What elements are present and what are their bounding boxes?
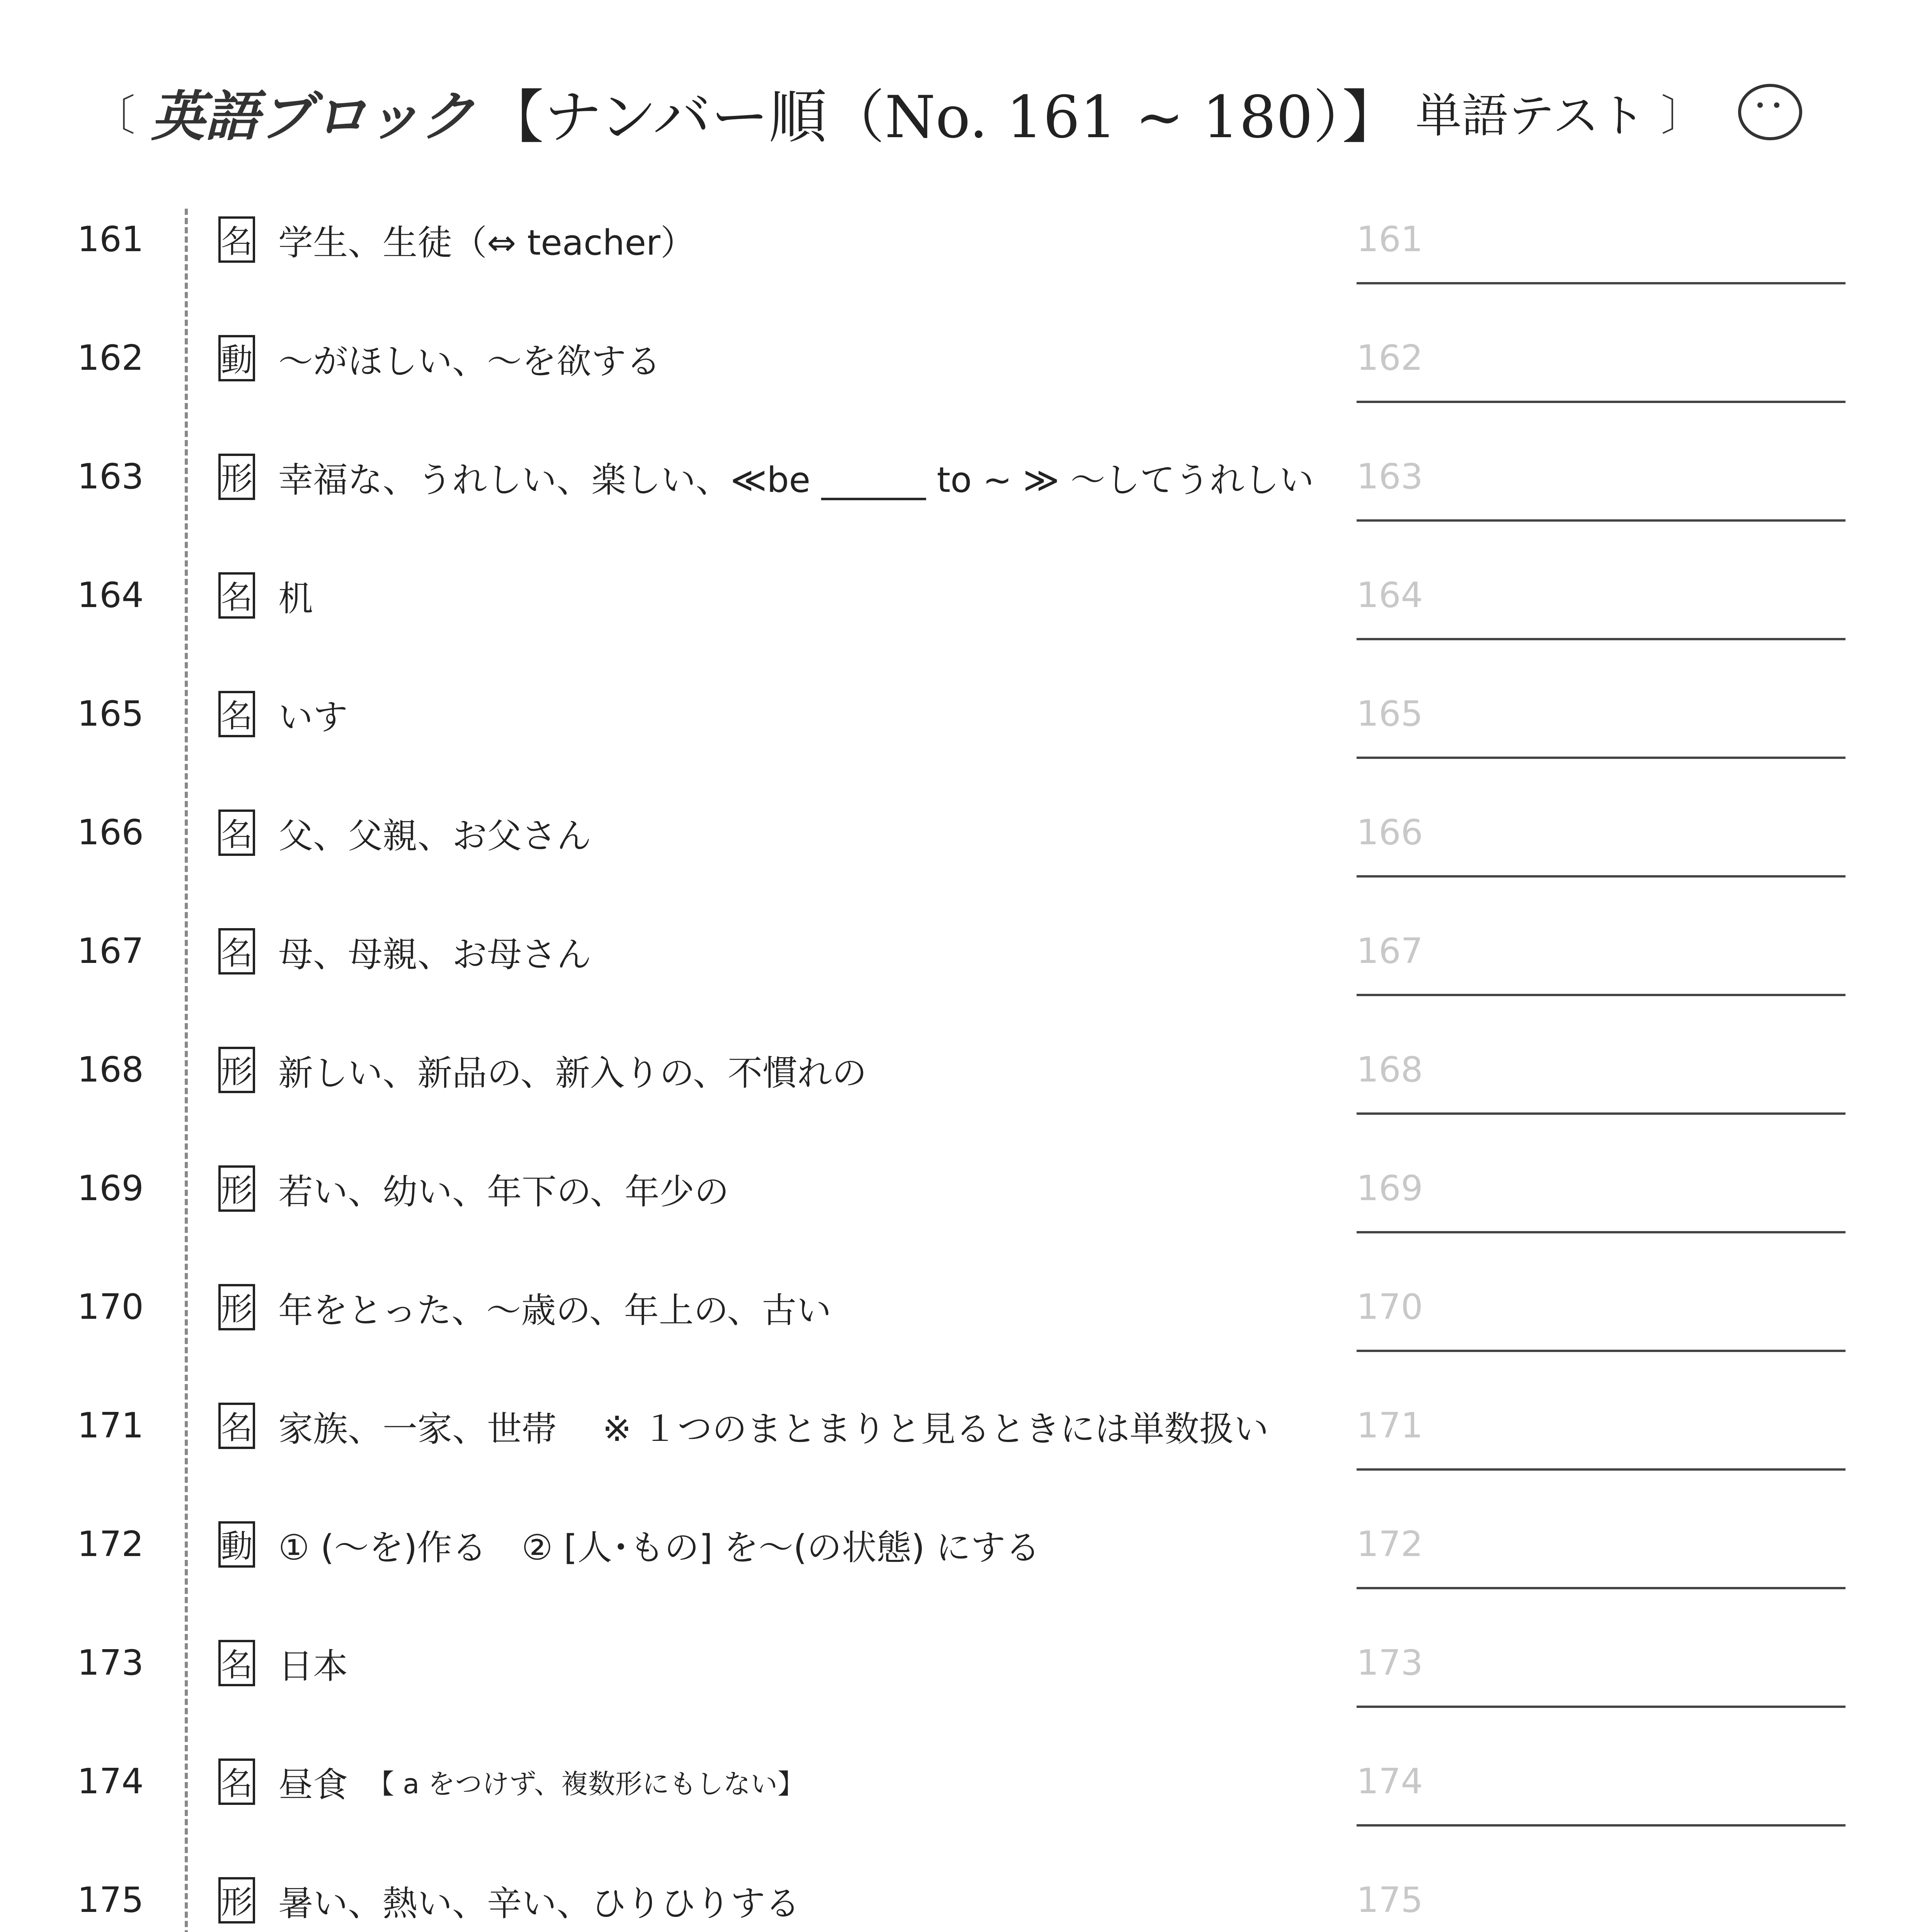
- answer-field[interactable]: [1357, 994, 1845, 996]
- page-subtitle: 単語テスト: [1415, 89, 1646, 143]
- smiley-face-icon: [1738, 84, 1802, 140]
- question-meaning: [218, 1158, 1339, 1219]
- question-number: 165: [77, 694, 144, 734]
- question-number: 169: [77, 1168, 144, 1209]
- meaning-text: ～がほしい、～を欲する: [278, 341, 661, 382]
- meaning-text: 昼食: [278, 1765, 348, 1805]
- question-number: 164: [77, 575, 144, 616]
- pos-badge: 形: [218, 1877, 255, 1923]
- page-header: [77, 68, 1855, 156]
- answer-field[interactable]: [1357, 1824, 1845, 1827]
- question-meaning: [218, 802, 1339, 864]
- pos-badge: 名: [218, 572, 255, 619]
- question-meaning: [218, 1276, 1339, 1338]
- answer-placeholder: 174: [1357, 1761, 1423, 1802]
- usage-note: 【 a をつけず、複数形にもしない】: [367, 1768, 805, 1800]
- question-row-163: [0, 446, 1917, 562]
- meaning-text: 若い、幼い、年下の、年少の: [278, 1172, 729, 1212]
- meaning-text: 机: [278, 578, 313, 619]
- answer-placeholder: 169: [1357, 1168, 1423, 1209]
- pos-badge: 名: [218, 691, 255, 737]
- question-number: 171: [77, 1405, 144, 1446]
- question-row-173: [0, 1632, 1917, 1748]
- question-meaning: [218, 209, 1339, 270]
- question-row-166: [0, 802, 1917, 918]
- question-meaning: [218, 920, 1339, 982]
- answer-placeholder: 167: [1357, 931, 1423, 971]
- question-row-174: [0, 1751, 1917, 1867]
- pos-badge: 形: [218, 1284, 255, 1330]
- answer-placeholder: 165: [1357, 694, 1423, 734]
- meaning-text: ① (～を)作る ② [人･もの] を～(の状態) にする: [278, 1527, 1040, 1568]
- question-number: 168: [77, 1049, 144, 1090]
- question-meaning: [218, 1632, 1339, 1694]
- meaning-text: 新しい、新品の、新入りの、不慣れの: [278, 1053, 867, 1094]
- question-meaning: [218, 446, 1339, 508]
- question-number: 170: [77, 1287, 144, 1327]
- question-number: 175: [77, 1880, 144, 1920]
- question-meaning: [218, 565, 1339, 626]
- meaning-text: 学生、生徒（⇔ teacher）: [278, 223, 695, 263]
- question-meaning: [218, 1395, 1339, 1457]
- question-row-167: [0, 920, 1917, 1036]
- question-row-168: [0, 1039, 1917, 1155]
- pos-badge: 名: [218, 1640, 255, 1686]
- pos-badge: 名: [218, 810, 255, 856]
- question-meaning: [218, 1751, 1339, 1813]
- answer-placeholder: 175: [1357, 1880, 1423, 1920]
- pos-badge: 形: [218, 1047, 255, 1093]
- answer-field[interactable]: [1357, 1231, 1845, 1233]
- question-meaning: [218, 1039, 1339, 1101]
- answer-field[interactable]: [1357, 401, 1845, 403]
- meaning-text: いす: [278, 697, 348, 738]
- answer-field[interactable]: [1357, 519, 1845, 522]
- question-row-165: [0, 683, 1917, 799]
- answer-placeholder: 168: [1357, 1049, 1423, 1090]
- meaning-text: 父、父親、お父さん: [278, 816, 591, 856]
- page-title: 【ナンバー順（No. 161 ~ 180）】: [486, 84, 1400, 151]
- question-number: 161: [77, 219, 144, 260]
- answer-field[interactable]: [1357, 875, 1845, 878]
- question-number: 173: [77, 1643, 144, 1683]
- pos-badge: 名: [218, 928, 255, 975]
- answer-placeholder: 173: [1357, 1643, 1423, 1683]
- meaning-text: 暑い、熱い、辛い、ひりひりする: [278, 1883, 800, 1924]
- meaning-text: 家族、一家、世帯 ※ １つのまとまりと見るときには単数扱い: [278, 1409, 1269, 1449]
- question-meaning: [218, 1514, 1339, 1575]
- answer-placeholder: 166: [1357, 812, 1423, 853]
- question-number: 174: [77, 1761, 144, 1802]
- question-meaning: [218, 683, 1339, 745]
- answer-placeholder: 171: [1357, 1405, 1423, 1446]
- question-row-162: [0, 327, 1917, 443]
- answer-placeholder: 162: [1357, 338, 1423, 378]
- header-bracket-open: 〔: [93, 91, 135, 140]
- answer-field[interactable]: [1357, 1112, 1845, 1115]
- question-row-170: [0, 1276, 1917, 1392]
- answer-field[interactable]: [1357, 638, 1845, 640]
- answer-field[interactable]: [1357, 1587, 1845, 1589]
- meaning-text: 年をとった、～歳の、年上の、古い: [278, 1290, 831, 1331]
- pos-badge: 形: [218, 454, 255, 500]
- pos-badge: 形: [218, 1165, 255, 1212]
- answer-placeholder: 172: [1357, 1524, 1423, 1565]
- meaning-text: 母、母親、お母さん: [278, 934, 591, 975]
- pos-badge: 名: [218, 1403, 255, 1449]
- answer-placeholder: 164: [1357, 575, 1423, 616]
- pos-badge: 動: [218, 1521, 255, 1568]
- question-row-172: [0, 1514, 1917, 1629]
- question-number: 162: [77, 338, 144, 378]
- question-row-171: [0, 1395, 1917, 1511]
- meaning-text: 幸福な、うれしい、楽しい、≪be ______ to ~ ≫ ～してうれしい: [278, 460, 1314, 500]
- answer-placeholder: 163: [1357, 456, 1423, 497]
- meaning-text: 日本: [278, 1646, 348, 1687]
- question-row-161: [0, 209, 1917, 325]
- question-number: 167: [77, 931, 144, 971]
- brand-logo: 英語ブロック: [151, 85, 475, 148]
- question-number: 166: [77, 812, 144, 853]
- answer-placeholder: 170: [1357, 1287, 1423, 1327]
- answer-field[interactable]: [1357, 1468, 1845, 1471]
- answer-field[interactable]: [1357, 757, 1845, 759]
- pos-badge: 名: [218, 1759, 255, 1805]
- question-row-175: [0, 1869, 1917, 1932]
- answer-placeholder: 161: [1357, 219, 1423, 260]
- header-bracket-close: 〕: [1661, 91, 1704, 140]
- question-row-169: [0, 1158, 1917, 1274]
- question-meaning: [218, 327, 1339, 389]
- answer-field[interactable]: [1357, 1350, 1845, 1352]
- pos-badge: 動: [218, 335, 255, 381]
- answer-field[interactable]: [1357, 282, 1845, 284]
- pos-badge: 名: [218, 216, 255, 263]
- question-meaning: [218, 1869, 1339, 1931]
- question-number: 172: [77, 1524, 144, 1565]
- answer-field[interactable]: [1357, 1706, 1845, 1708]
- question-row-164: [0, 565, 1917, 680]
- question-number: 163: [77, 456, 144, 497]
